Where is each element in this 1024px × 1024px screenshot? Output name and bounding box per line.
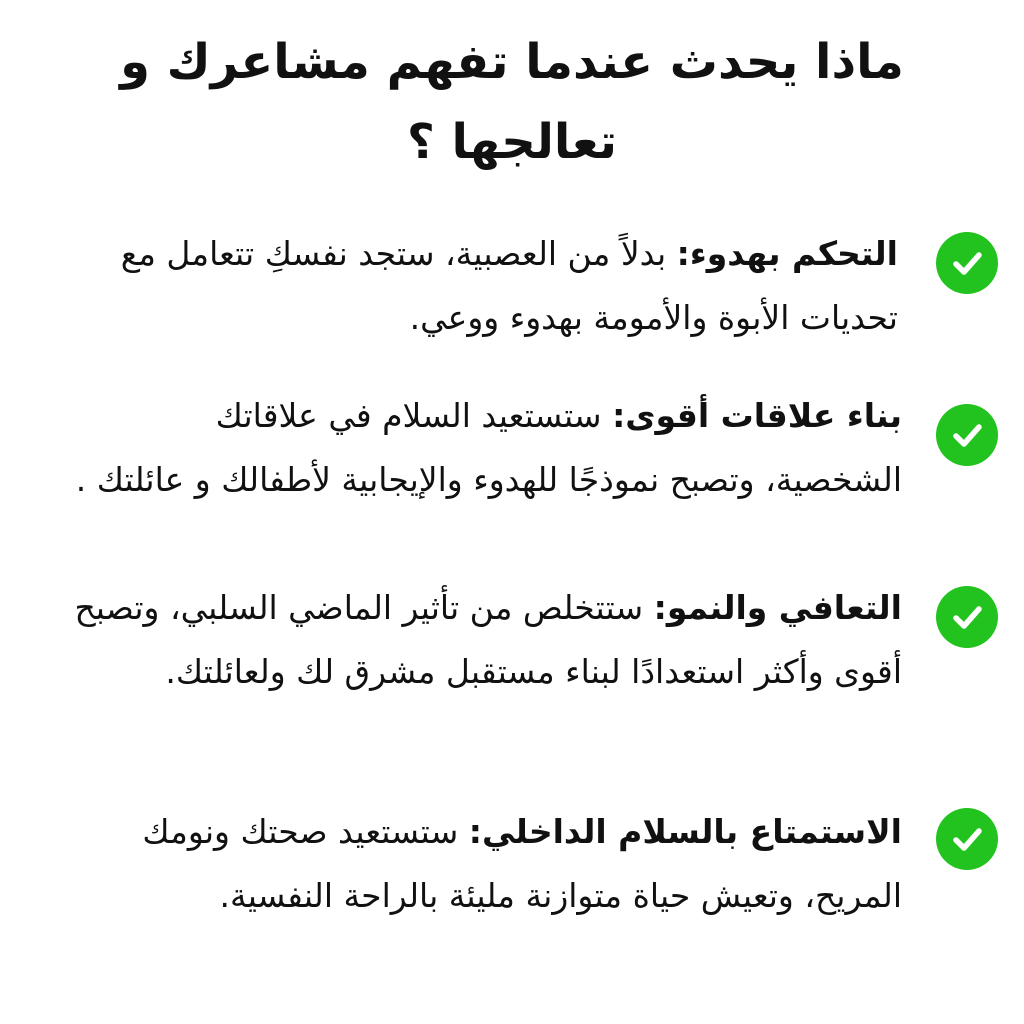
benefit-description: ستستعيد صحتك ونومك المريح، وتعيش حياة متوازنة مليئة بالراحة النفسية. (142, 812, 902, 915)
benefit-description: ستستعيد السلام في علاقاتك الشخصية، وتصبح نموذجًا للهدوء والإيجابية لأطفالك و عائلتك . (75, 396, 902, 499)
check-circle-icon (936, 232, 998, 294)
benefit-item-calm-control (98, 222, 998, 350)
benefit-heading: الاستمتاع بالسلام الداخلي: (468, 812, 902, 851)
check-circle-icon (936, 808, 998, 870)
check-circle-icon (936, 586, 998, 648)
check-circle-icon (936, 404, 998, 466)
benefit-heading: بناء علاقات أقوى: (612, 396, 902, 435)
benefit-text (98, 222, 898, 350)
benefit-text (82, 800, 902, 928)
benefit-item-healing-growth (42, 576, 998, 704)
benefit-item-stronger-relationships (72, 384, 998, 512)
benefit-heading: التعافي والنمو: (653, 588, 902, 627)
benefit-text (72, 384, 902, 512)
benefit-text (42, 576, 902, 704)
page-title: ماذا يحدث عندما تفهم مشاعرك و تعالجها ؟ (120, 34, 904, 170)
benefit-heading: التحكم بهدوء: (676, 234, 898, 273)
benefit-description: ستتخلص من تأثير الماضي السلبي، وتصبح أقوى وأكثر استعدادًا لبناء مستقبل مشرق لك ولعائلتك. (74, 588, 902, 691)
benefit-description: بدلاً من العصبية، ستجد نفسكِ تتعامل مع تحديات الأبوة والأمومة بهدوء ووعي. (120, 234, 898, 337)
benefit-item-inner-peace (82, 800, 998, 928)
